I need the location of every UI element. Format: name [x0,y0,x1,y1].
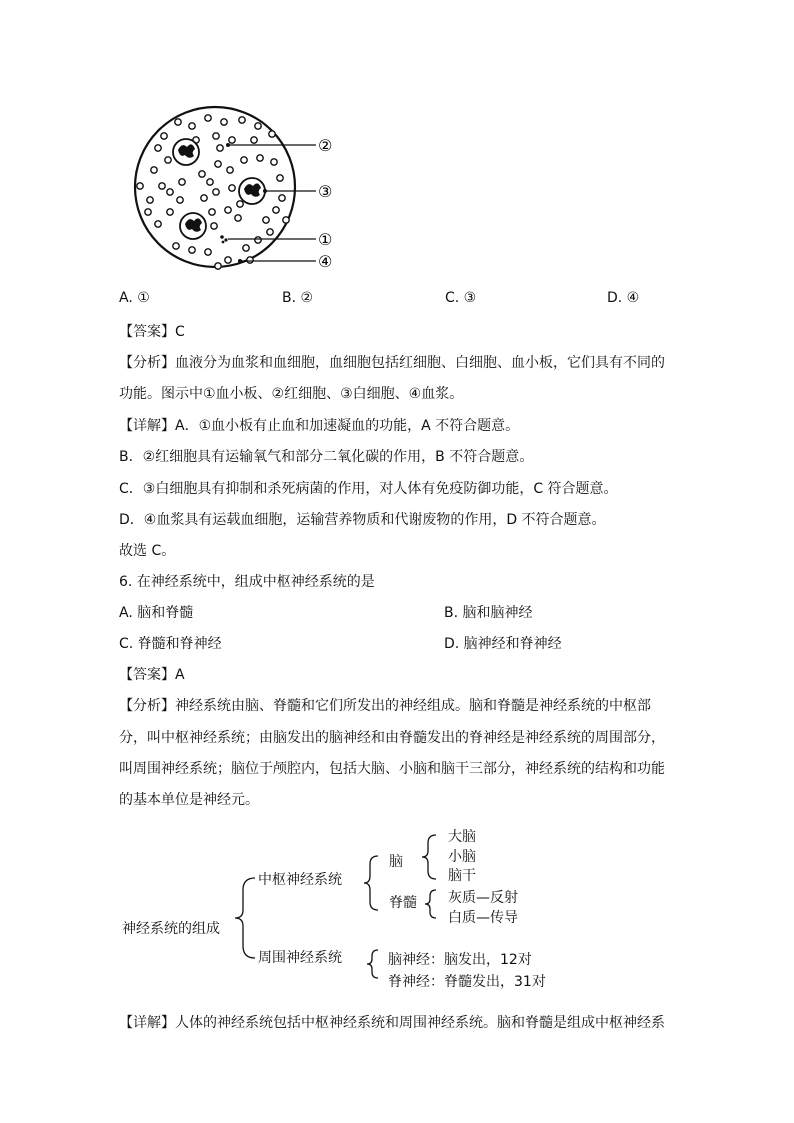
diagram-gray-matter: 灰质—反射 [448,890,518,906]
diagram-peripheral: 周围神经系统 [258,950,342,966]
q5-detail-a: 【详解】A．①血小板有止血和加速凝血的功能，A 不符合题意。 [119,418,520,434]
q6-analysis-line: 【分析】神经系统由脑、脊髓和它们所发出的神经组成。脑和脊髓是神经系统的中枢部 [119,698,651,714]
q6-option-b: B. 脑和脑神经 [444,605,533,621]
q5-option-a: A. ① [119,290,150,306]
q6-analysis-line: 的基本单位是神经元。 [119,792,259,808]
q6-option-c: C. 脊髓和脊神经 [119,636,222,652]
q5-analysis-line: 【分析】血液分为血浆和血细胞，血细胞包括红细胞、白细胞、血小板，它们具有不同的 [119,355,665,371]
figure-label-1: ① [318,230,333,249]
diagram-cerebellum: 小脑 [448,849,476,865]
figure-label-3: ③ [318,182,333,201]
q6-option-a: A. 脑和脊髓 [119,605,194,621]
q5-detail-b: B．②红细胞具有运输氧气和部分二氧化碳的作用，B 不符合题意。 [119,449,534,465]
q5-option-b: B. ② [282,290,314,306]
q6-stem: 6. 在神经系统中，组成中枢神经系统的是 [119,574,375,590]
diagram-spinal-nerves: 脊神经：脊髓发出，31对 [388,974,546,990]
diagram-white-matter: 白质—传导 [448,910,518,926]
q5-option-c: C. ③ [445,290,477,306]
q5-detail-d: D．④血浆具有运载血细胞，运输营养物质和代谢废物的作用，D 不符合题意。 [119,512,606,528]
diagram-cranial-nerves: 脑神经：脑发出，12对 [388,952,532,968]
q6-analysis-line: 叫周围神经系统；脑位于颅腔内，包括大脑、小脑和脑干三部分，神经系统的结构和功能 [119,761,665,777]
q6-option-d: D. 脑神经和脊神经 [444,636,562,652]
q5-option-d: D. ④ [607,290,640,306]
diagram-central: 中枢神经系统 [258,872,342,888]
q5-answer: 【答案】C [119,324,185,340]
q6-detail: 【详解】人体的神经系统包括中枢神经系统和周围神经系统。脑和脊髓是组成中枢神经系 [119,1015,665,1031]
diagram-cerebrum: 大脑 [448,829,476,845]
q6-answer: 【答案】A [119,667,185,683]
diagram-brain: 脑 [389,854,403,870]
figure-label-4: ④ [318,252,333,271]
q5-analysis-line: 功能。图示中①血小板、②红细胞、③白细胞、④血浆。 [119,386,464,402]
q6-analysis-line: 分，叫中枢神经系统；由脑发出的脑神经和由脊髓发出的脊神经是神经系统的周围部分， [119,730,665,746]
figure-label-2: ② [318,136,333,155]
diagram-spinal: 脊髓 [389,895,417,911]
diagram-root: 神经系统的组成 [122,921,220,937]
q5-detail-c: C．③白细胞具有抑制和杀死病菌的作用，对人体有免疫防御功能，C 符合题意。 [119,481,618,497]
q5-conclusion: 故选 C。 [119,543,176,559]
diagram-brainstem: 脑干 [448,868,476,884]
